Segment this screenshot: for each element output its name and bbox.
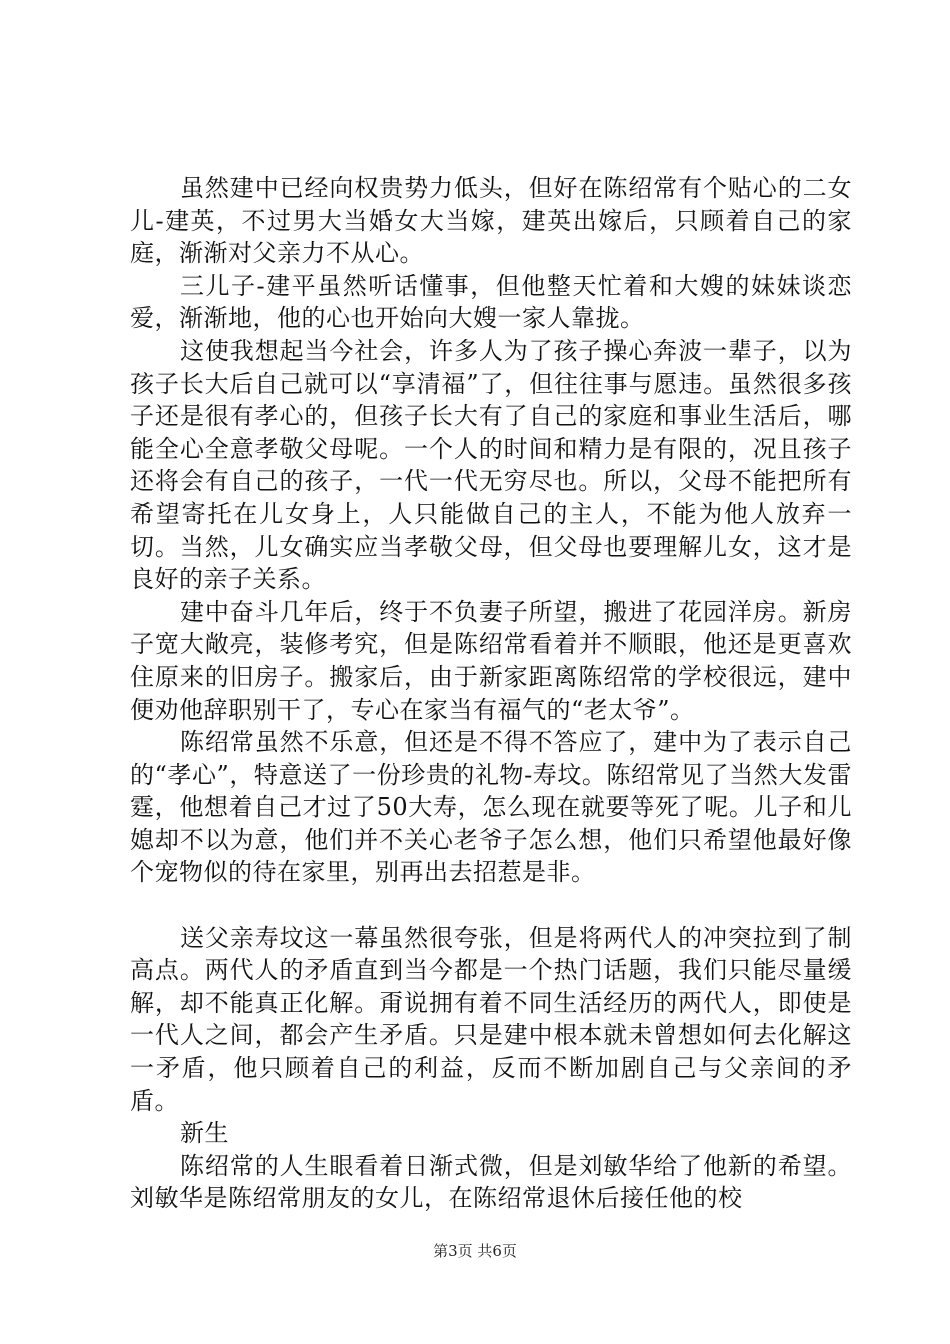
paragraph-5: 陈绍常虽然不乐意，但还是不得不答应了，建中为了表示自己的“孝心”，特意送了一份珍贵的礼物-寿坟。陈绍常见了当然大发雷霆，他想着自己才过了50大寿，怎么现在就要等死了呢。儿子和儿媳却不以为意，他们并不关心老爷子怎么想，他们只希望他最好像个宠物似的待在家里，别再出去招惹是非。 bbox=[130, 728, 852, 887]
paragraph-6: 送父亲寿坟这一幕虽然很夸张，但是将两代人的冲突拉到了制高点。两代人的矛盾直到当今都是一个热门话题，我们只能尽量缓解，却不能真正化解。甭说拥有着不同生活经历的两代人，即使是一代人之间，都会产生矛盾。只是建中根本就未曾想如何去化解这一矛盾，他只顾着自己的利益，反而不断加剧自己与父亲间的矛盾。 bbox=[130, 923, 852, 1115]
section-heading: 新生 bbox=[180, 1119, 229, 1148]
blank-line bbox=[130, 889, 852, 922]
paragraph-1: 虽然建中已经向权贵势力低头，但好在陈绍常有个贴心的二女儿-建英，不过男大当婚女大当嫁，建英出嫁后，只顾着自己的家庭，渐渐对父亲力不从心。 bbox=[130, 174, 852, 268]
paragraph-3: 这使我想起当今社会，许多人为了孩子操心奔波一辈子，以为孩子长大后自己就可以“享清福”了，但往往事与愿违。虽然很多孩子还是很有孝心的，但孩子长大有了自己的家庭和事业生活后，哪能全心全意孝敬父母呢。一个人的时间和精力是有限的，况且孩子还将会有自己的孩子，一代一代无穷尽也。所以，父母不能把所有希望寄托在儿女身上，人只能做自己的主人，不能为他人放弃一切。当然，儿女确实应当孝敬父母，但父母也要理解儿女，这才是良好的亲子关系。 bbox=[130, 336, 852, 594]
paragraph-7: 陈绍常的人生眼看着日渐式微，但是刘敏华给了他新的希望。刘敏华是陈绍常朋友的女儿，在陈绍常退休后接任他的校 bbox=[130, 1151, 852, 1213]
page-footer: 第3页 共6页 bbox=[433, 1242, 517, 1260]
document-body bbox=[130, 172, 852, 1215]
paragraph-2: 三儿子-建平虽然听话懂事，但他整天忙着和大嫂的妹妹谈恋爱，渐渐地，他的心也开始向大嫂一家人靠拢。 bbox=[130, 271, 852, 333]
paragraph-4: 建中奋斗几年后，终于不负妻子所望，搬进了花园洋房。新房子宽大敞亮，装修考究，但是陈绍常看着并不顺眼，他还是更喜欢住原来的旧房子。搬家后，由于新家距离陈绍常的学校很远，建中便劝他辞职别干了，专心在家当有福气的“老太爷”。 bbox=[130, 597, 852, 724]
